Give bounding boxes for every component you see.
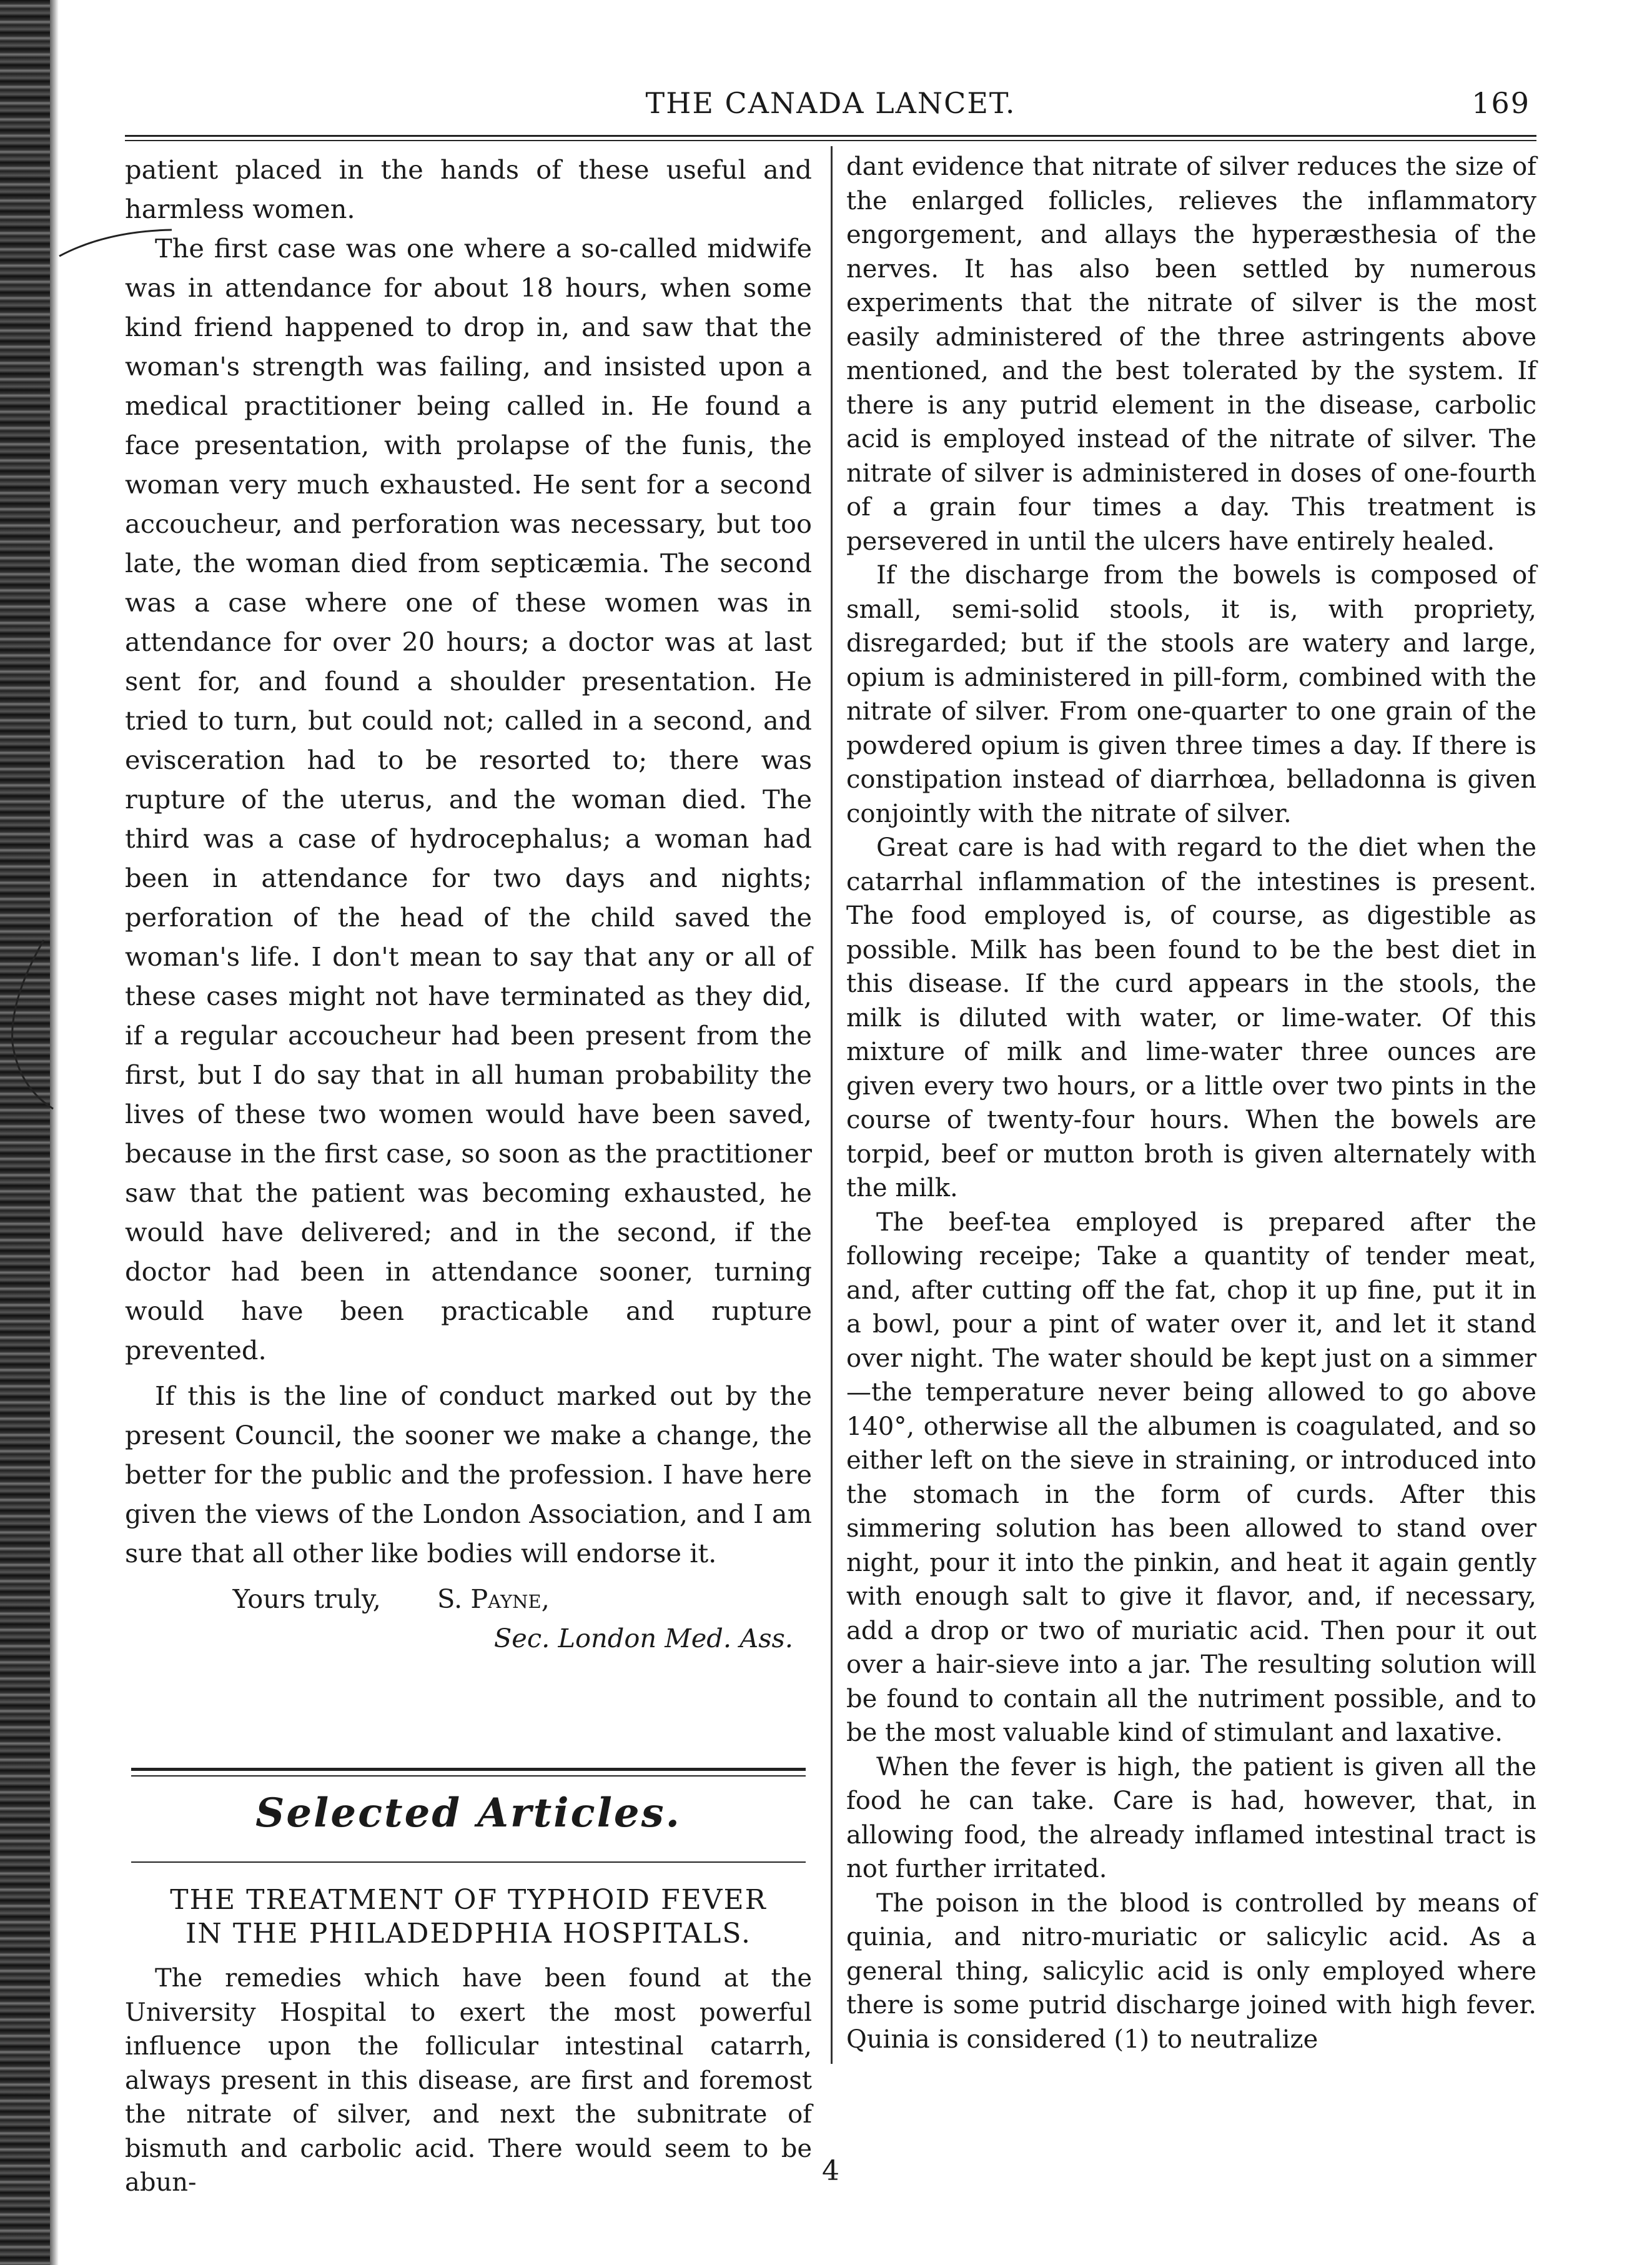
paragraph-continuation: patient placed in the hands of these useful and harmless women. — [125, 154, 812, 224]
paragraph-diet: Great care is had with regard to the diet when the catarrhal inflammation of the intestines is present. The food employed is, of course, as digestible as possible. Milk has been found to be the best diet in this disease. If the curd appears in the stools, the milk is diluted with water, or lime-water. Of this mixture of milk and lime-water three ounces are given every two hours, or a little over two pints in the course of twenty-four hours. When the bowels are torpid, beef or mutton broth is given alternately with the milk. — [846, 833, 1536, 1202]
article-paragraph-1: The remedies which have been found at the University Hospital to exert the most powerful influence upon the follicular intestinal catarrh, always present in this disease, are first and foremost the nitrate of silver, and next the subnitrate of bismuth and carbolic acid. There would seem to be abun- — [125, 1964, 812, 2197]
paragraph-discharge: If the discharge from the bowels is composed of small, semi-solid stools, it is, with propriety, disregarded; but if the stools are watery and large, opium is administered in pill-form, combined with the nitrate of silver. From one-quarter to one grain of the powdered opium is given three times a day. If there is constipation instead of diarrhœa, belladonna is given conjointly with the nitrate of silver. — [846, 561, 1536, 828]
paragraph-beef-tea: The beef-tea employed is prepared after the following receipe; Take a quantity of tender meat, and, after cutting off the fat, chop it up fine, put it in a bowl, pour a pint of water over it, and let it stand over night. The water should be kept just on a simmer—the temperature never being allowed to go above 140°, otherwise all the albumen is coagulated, and so either left on the sieve in straining, or introduced into the stomach in the form of curds. After this simmering solution has been allowed to stand over night, pour it into the pinkin, and heat it again gently with enough salt to give it flavor, and, if necessary, add a drop or two of muriatic acid. Then pour it out over a hair-sieve into a jar. The resulting solution will be found to contain all the nutriment possible, and to be the most valuable kind of stimulant and laxative. — [846, 1207, 1536, 1747]
page-number: 169 — [1471, 86, 1530, 120]
right-column — [846, 150, 1536, 2056]
paragraph-nitrate: dant evidence that nitrate of silver reduces the size of the enlarged follicles, relieves the inflammatory engorgement, and allays the hyperæsthesia of the nerves. It has also been settled by numerous experiments that the nitrate of silver is the most easily administered of the three astringents above mentioned, and the best tolerated by the system. If there is any putrid element in the disease, carbolic acid is employed instead of the nitrate of silver. The nitrate of silver is administered in doses of one-fourth of a grain four times a day. This treatment is persevered in until the ulcers have entirely healed. — [846, 152, 1536, 556]
column-divider — [831, 146, 833, 2064]
book-binding-edge — [0, 0, 50, 2265]
signer-name: S. Payne, — [437, 1584, 550, 1614]
journal-title: THE CANADA LANCET. — [645, 86, 1016, 120]
margin-bracket-mark — [6, 937, 56, 1112]
left-column — [125, 150, 812, 1658]
article-title — [125, 1883, 812, 1951]
paragraph-cases: The first case was one where a so-called midwife was in attendance for about 18 hours, when some kind friend happened to drop in, and saw that the woman's strength was failing, and insisted upon a medical practitioner being called in. He found a face presentation, with prolapse of the funis, the woman very much exhausted. He sent for a second accoucheur, and perforation was necessary, but too late, the woman died from septicæmia. The second was a case where one of these women was in attendance for over 20 hours; a doctor was at last sent for, and found a shoulder presentation. He tried to turn, but could not; called in a second, and evisceration had to be resorted to; there was rupture of the uterus, and the woman died. The third was a case of hydrocephalus; a woman had been in attendance for two days and nights; perforation of the head of the child saved the woman's life. I don't mean to say that any or all of these cases might not have terminated as they did, if a regular accoucheur had been present from the first, but I do say that in all human probability the lives of these two women would have been saved, because in the first case, so soon as the practitioner saw that the patient was becoming exhausted, he would have delivered; and in the second, if the doctor had been in attendance sooner, turning would have been practicable and rupture prevented. — [125, 233, 812, 1365]
section-rule-thin — [131, 1775, 806, 1777]
article-title-line-2: IN THE PHILADEDPHIA HOSPITALS. — [185, 1918, 751, 1950]
section-rule-thick — [131, 1768, 806, 1771]
signoff: Yours truly, — [232, 1584, 381, 1614]
paragraph-conduct: If this is the line of conduct marked out by the present Council, the sooner we make a change, the better for the public and the profession. I have here given the views of the London Association, and I am sure that all other like bodies will endorse it. — [125, 1380, 812, 1569]
signer-title: Sec. London Med. Ass. — [493, 1623, 793, 1653]
section-heading: Selected Articles. — [255, 1790, 681, 1836]
header-rule-top — [125, 135, 1536, 137]
binding-shadow — [50, 0, 59, 2265]
article-title-line-1: THE TREATMENT OF TYPHOID FEVER — [170, 1884, 767, 1916]
signature-block — [125, 1579, 812, 1658]
paragraph-poison: The poison in the blood is controlled by means of quinia, and nitro-muriatic or salicylic acid. As a general thing, salicylic acid is only employed where there is some putrid discharge joined with high fever. Quinia is considered (1) to neutralize — [846, 1888, 1536, 2054]
header-rule-bottom — [125, 140, 1536, 141]
running-header — [125, 81, 1536, 131]
paragraph-fever-high: When the fever is high, the patient is given all the food he can take. Care is had, however, that, in allowing food, the already inflamed intestinal tract is not further irritated. — [846, 1752, 1536, 1883]
section-rule-below — [131, 1861, 806, 1863]
signature-mark: 4 — [822, 2155, 839, 2187]
journal-page — [125, 81, 1536, 2224]
